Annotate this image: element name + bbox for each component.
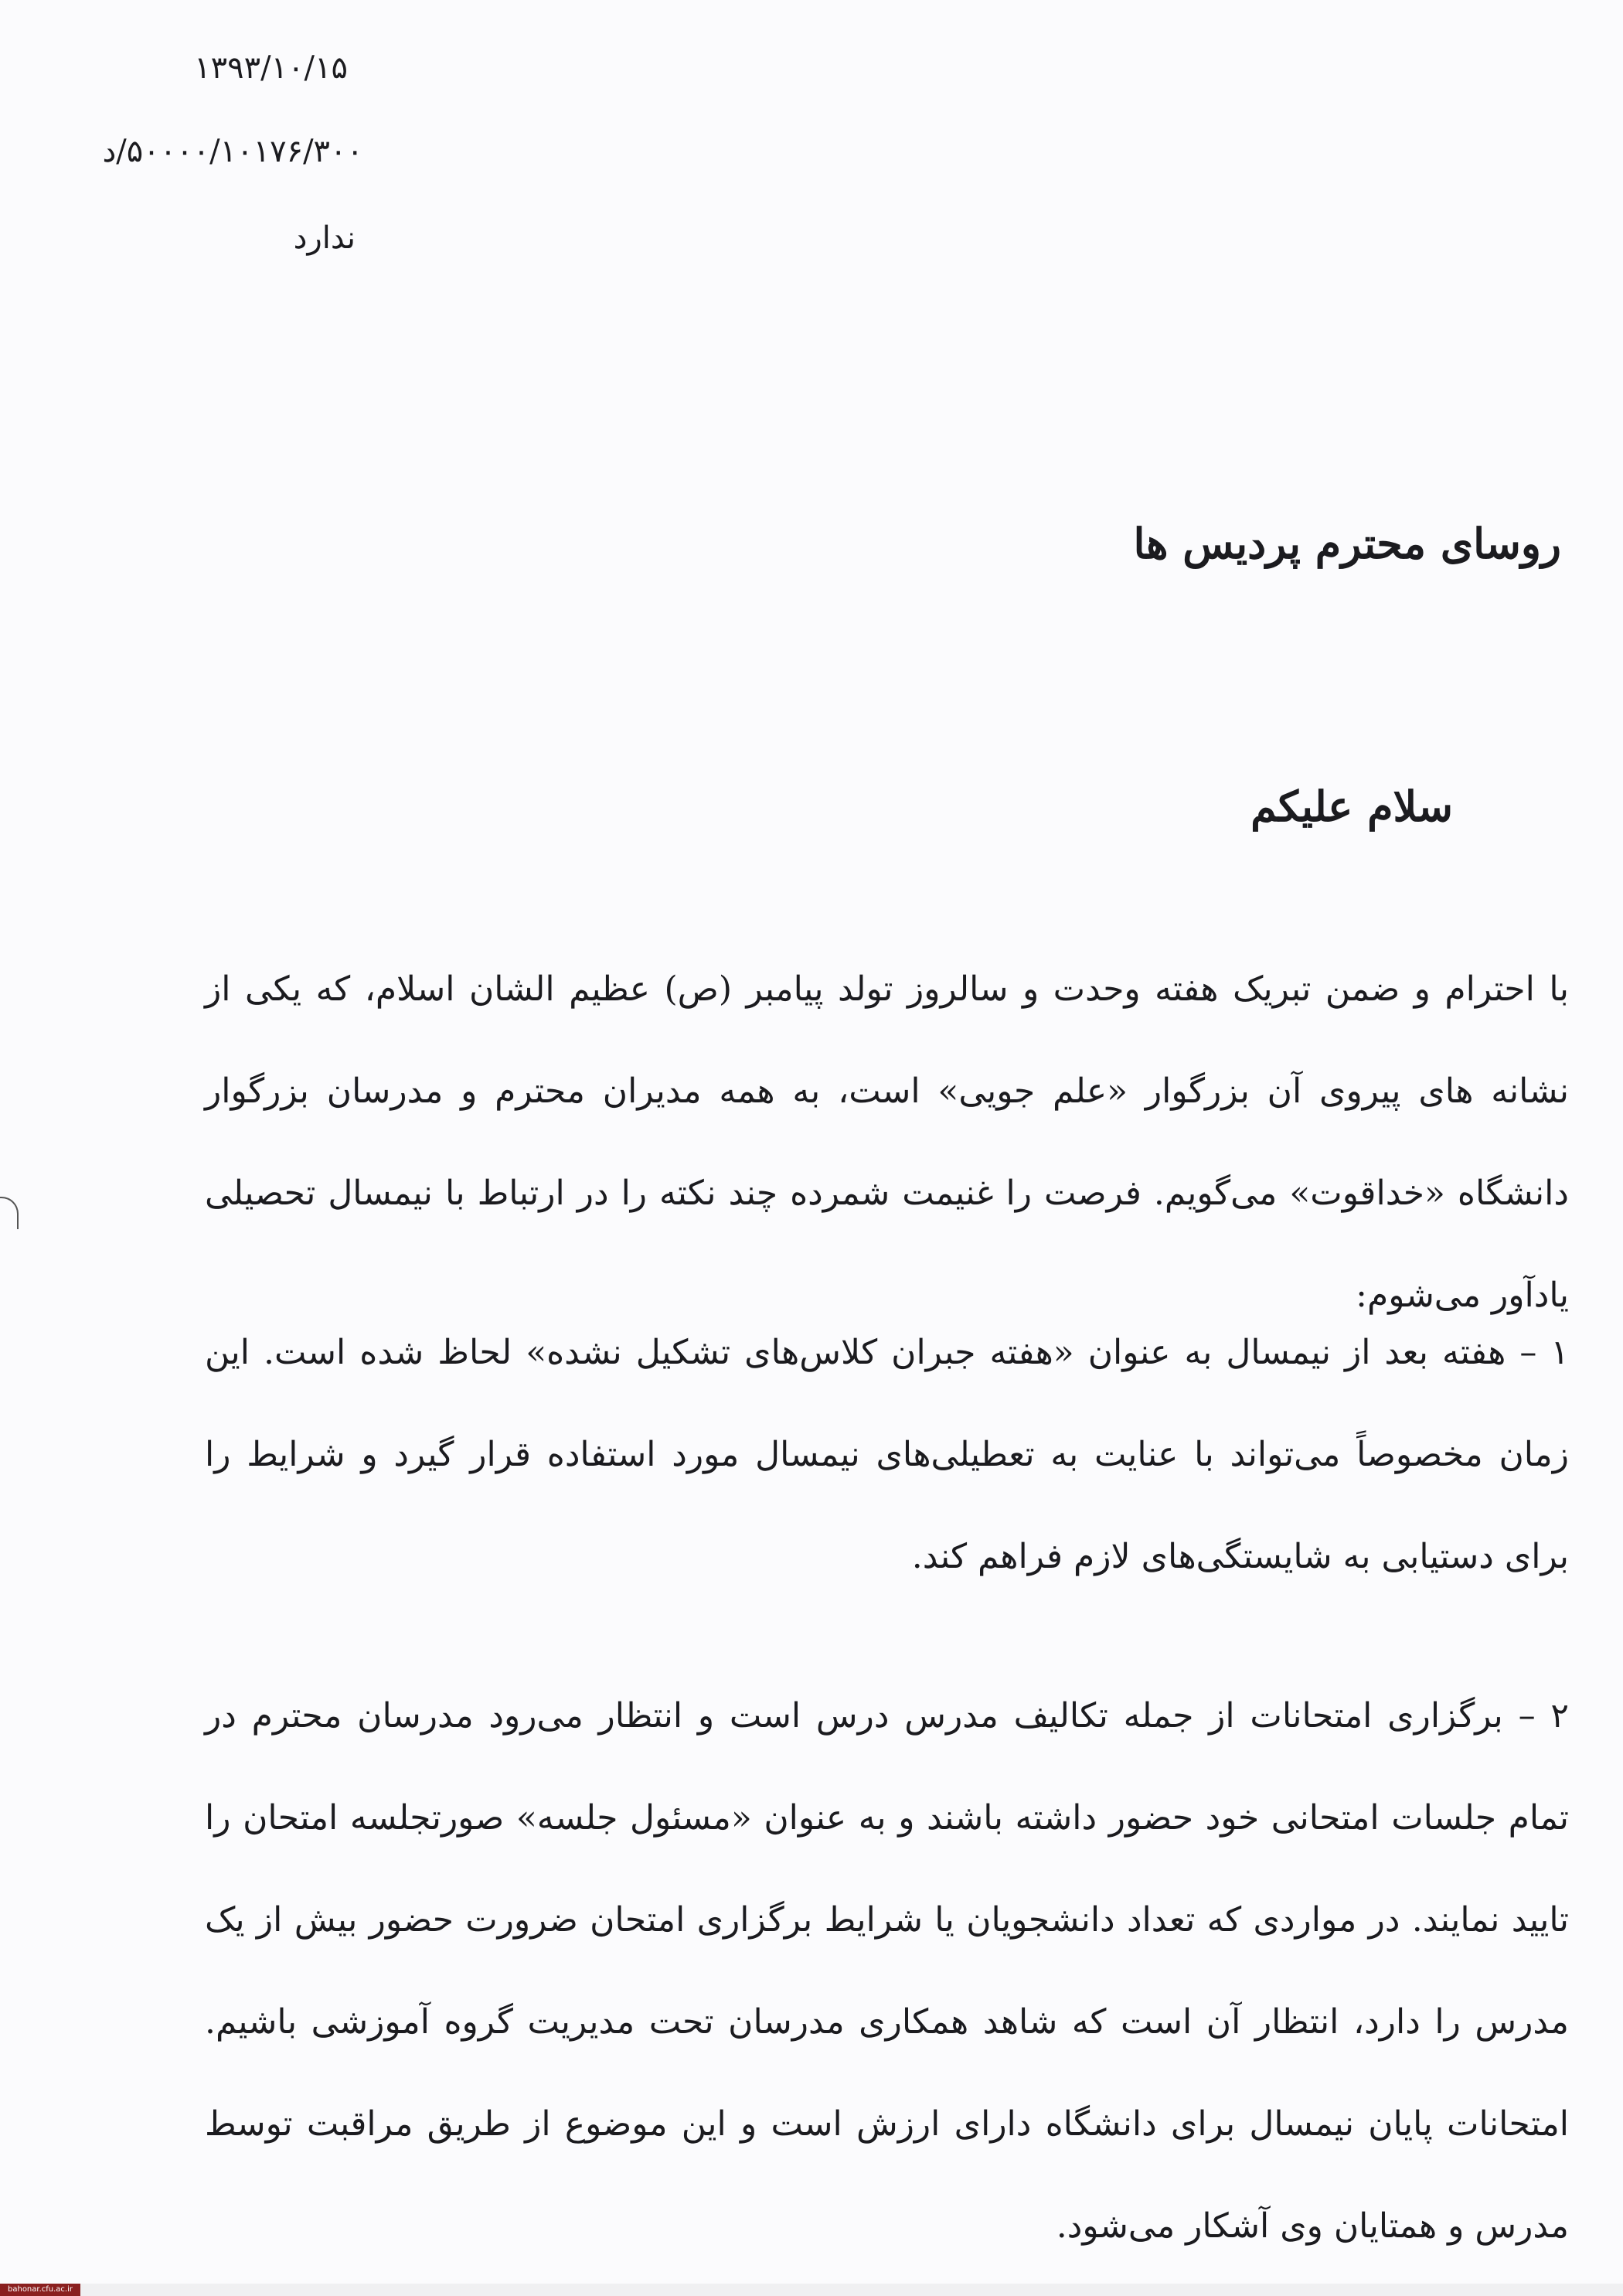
addressee: روسای محترم پردیس ها — [1133, 519, 1561, 568]
footer-watermark-badge: bahonar.cfu.ac.ir — [0, 2284, 80, 2296]
letter-date: ۱۳۹۳/۱۰/۱۵ — [194, 50, 348, 86]
bottom-strip — [0, 2284, 1623, 2296]
paragraph-item-1: ۱ – هفته بعد از نیمسال به عنوان «هفته جبران کلاس‌های تشکیل نشده» لحاظ شده است. این زمان مخصوصاً می‌تواند با عنایت به تعطیلی‌های نیمسال مورد استفاده قرار گیرد و شرایط را برای دستیابی به شایستگی‌های لازم فراهم کند. — [205, 1333, 1569, 1576]
paragraph-intro: با احترام و ضمن تبریک هفته وحدت و سالروز تولد پیامبر (ص) عظیم الشان اسلام، که یکی از نشانه های پیروی آن بزرگوار «علم جویی» است، به همه مدیران محترم و مدرسان بزرگوار دانشگاه «خداقوت» می‌گویم. فرصت را غنیمت شمرده چند نکته را در ارتباط با نیمسال تحصیلی یادآور می‌شوم: — [205, 969, 1569, 1315]
letter-attachment: ندارد — [293, 220, 356, 256]
margin-mark — [0, 1197, 19, 1229]
greeting: سلام علیکم — [1250, 782, 1453, 831]
letter-number: ۵۰۰۰۰/۱۰۱۷۶/۳۰۰/د — [102, 134, 363, 169]
paragraph-item-2: ۲ – برگزاری امتحانات از جمله تکالیف مدرس درس است و انتظار می‌رود مدرسان محترم در تمام جلسات امتحانی خود حضور داشته باشند و به عنوان «مسئول جلسه» صورتجلسه امتحان را تایید نمایند. در مواردی که تعداد دانشجویان یا شرایط برگزاری امتحان ضرورت حضور بیش از یک مدرس را دارد، انتظار آن است که شاهد همکاری مدرسان تحت مدیریت گروه آموزشی باشیم. امتحانات پایان نیمسال برای دانشگاه دارای ارزش است و این موضوع از طریق مراقبت توسط مدرس و همتایان وی آشکار می‌شود. — [205, 1696, 1569, 2246]
